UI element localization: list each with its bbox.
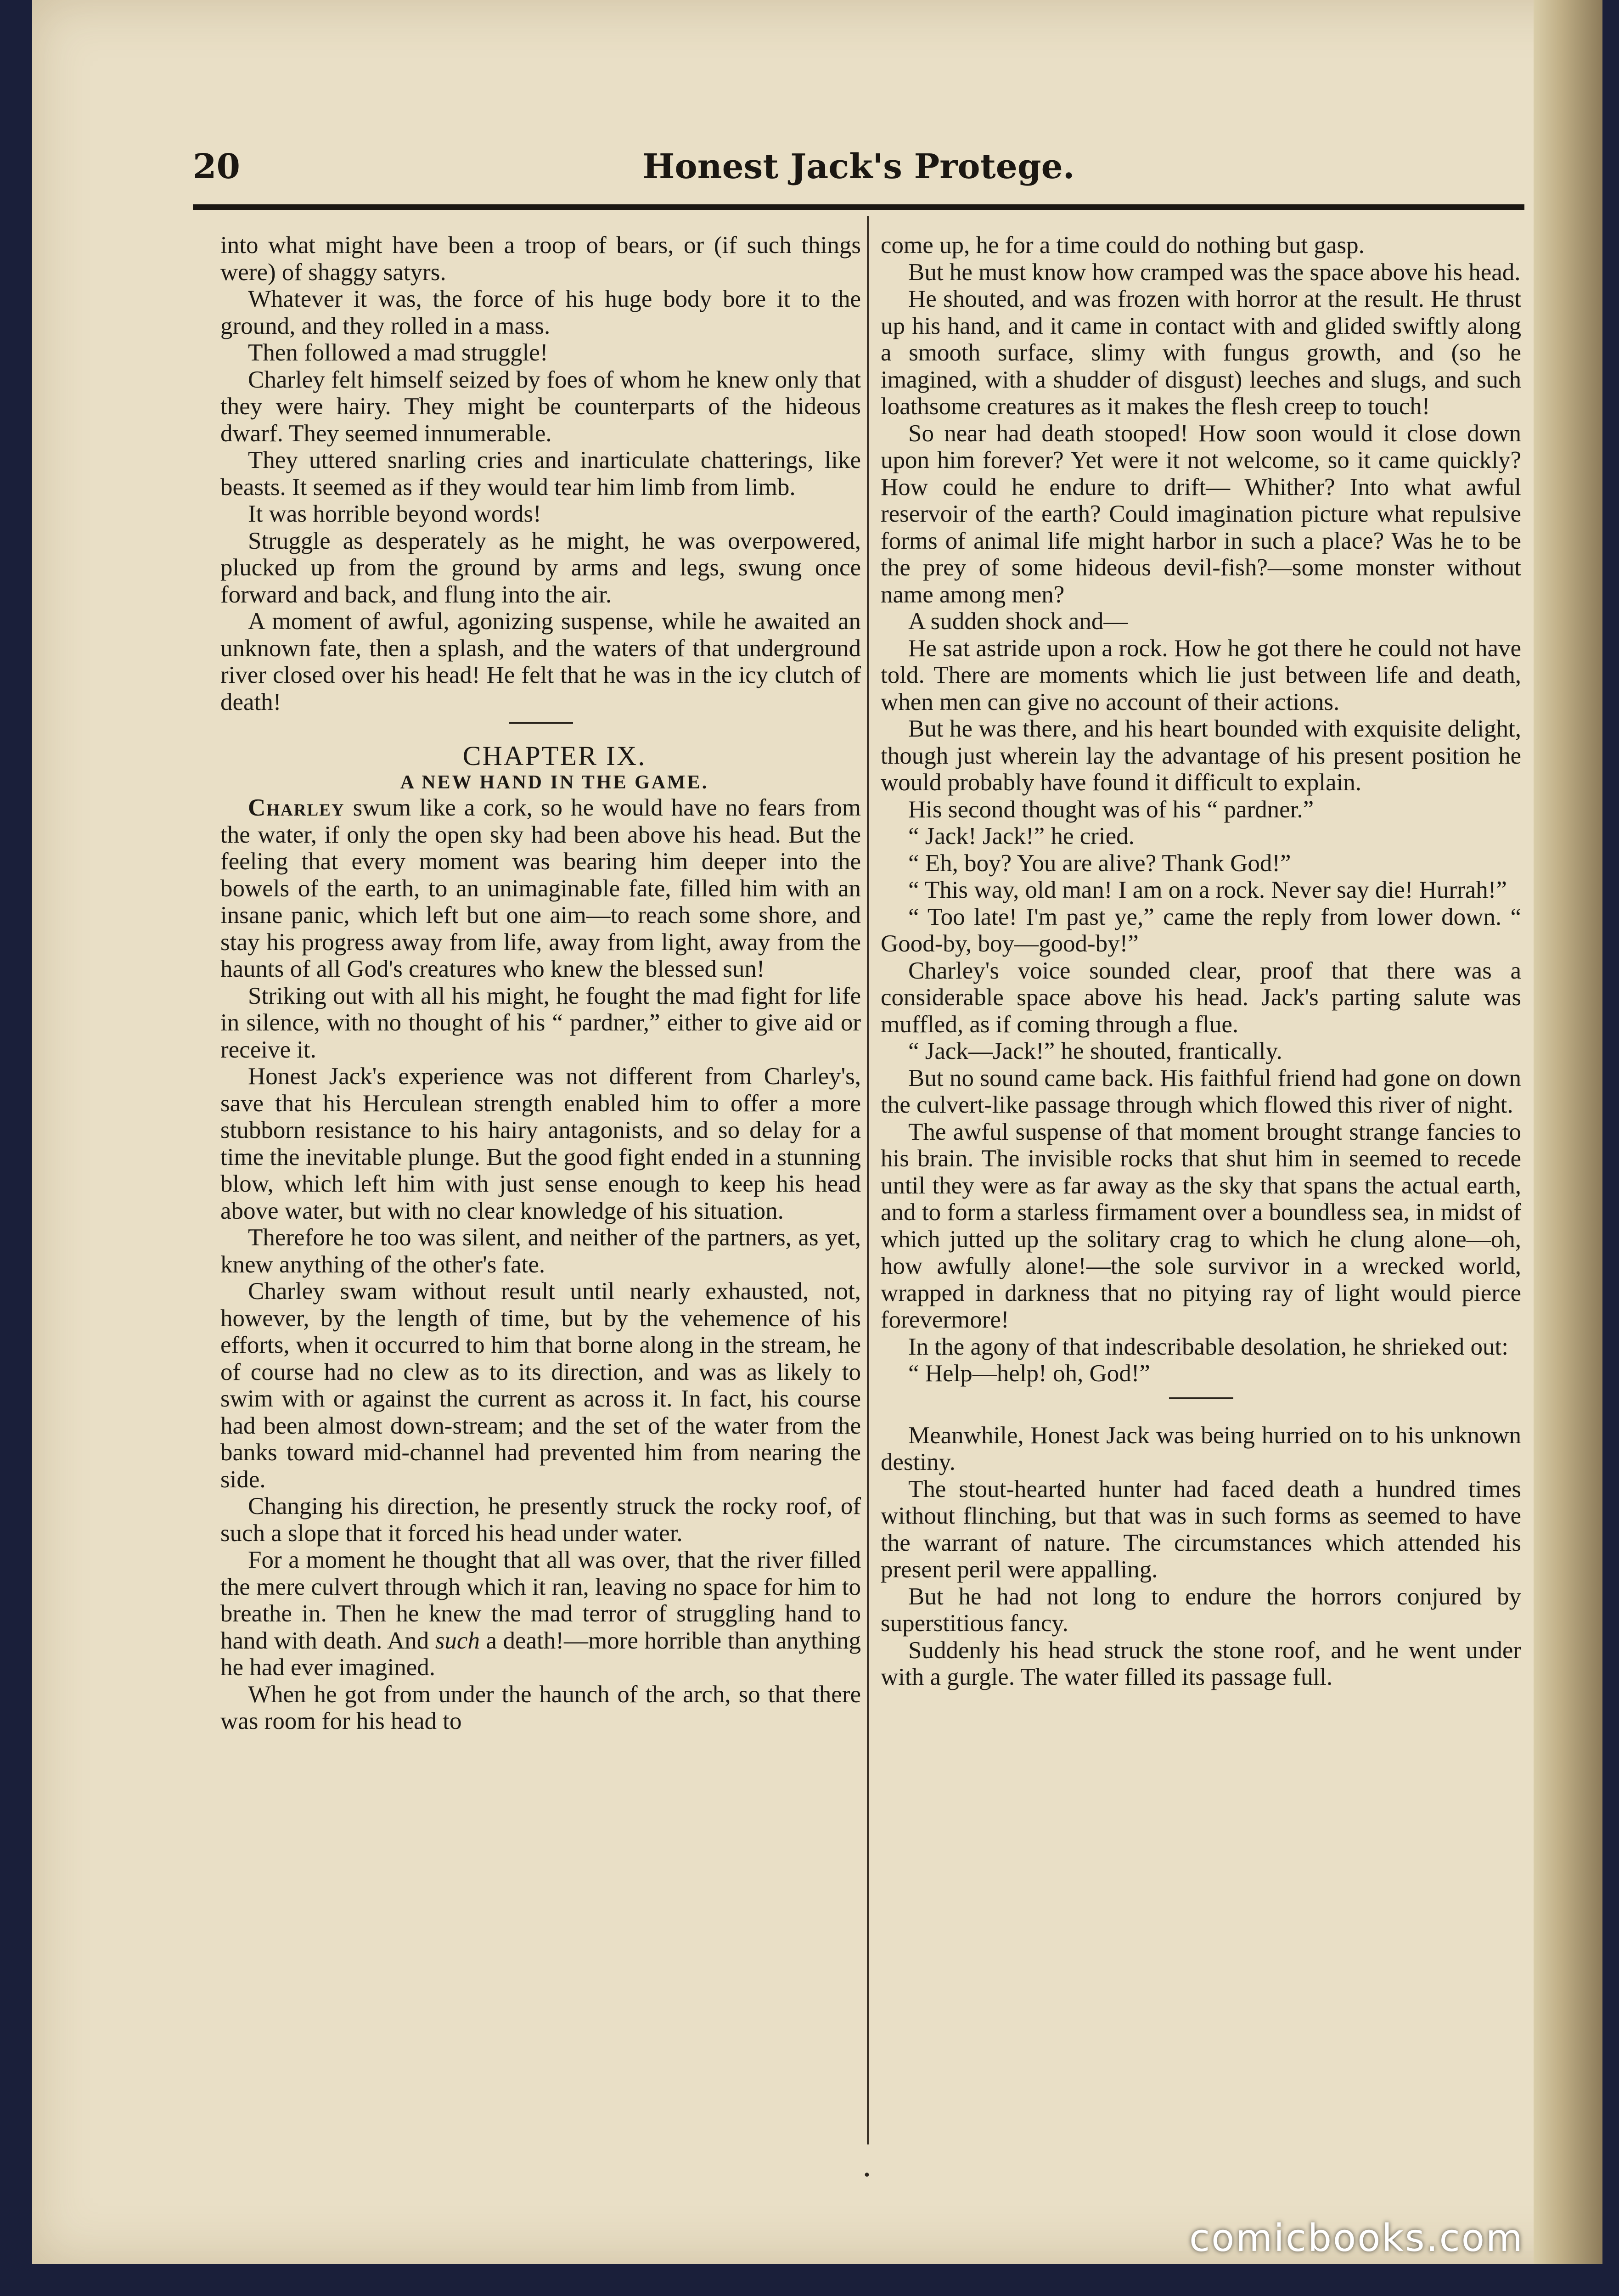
book-gutter bbox=[1534, 0, 1602, 2264]
paragraph: Therefore he too was silent, and neither of the partners, as yet, knew anything of the other's fate. bbox=[220, 1224, 861, 1278]
paragraph: “ Help—help! oh, God!” bbox=[908, 1360, 1150, 1387]
header-rule bbox=[193, 204, 1524, 210]
right-column bbox=[881, 232, 1521, 2161]
left-column bbox=[220, 232, 861, 2161]
paragraph: It was horrible beyond words! bbox=[248, 501, 541, 527]
bottom-dot-ornament: • bbox=[863, 2167, 871, 2183]
paragraph: “ Too late! I'm past ye,” came the reply from lower down. “ Good-by, boy—good-by!” bbox=[881, 903, 1521, 957]
paragraph: into what might have been a troop of bears, or (if such things were) of shaggy satyrs. bbox=[220, 232, 861, 286]
paragraph: But he had not long to endure the horrors conjured by superstitious fancy. bbox=[881, 1583, 1521, 1637]
running-head bbox=[193, 147, 1524, 202]
paragraph: The stout-hearted hunter had faced death a hundred times without flinching, but that was in such forms as seemed to have the warrant of nature. The circumstances which attended his present peril were appalling. bbox=[881, 1475, 1521, 1583]
paragraph: When he got from under the haunch of the arch, so that there was room for his head to bbox=[220, 1681, 861, 1734]
paragraph: Charley felt himself seized by foes of whom he knew only that they were hairy. They might be counterparts of the hideous dwarf. They seemed innumerable. bbox=[220, 366, 861, 447]
paragraph: But he was there, and his heart bounded with exquisite delight, though just wherein lay the advantage of his present position he would probably have found it difficult to explain. bbox=[881, 715, 1521, 796]
paragraph: Suddenly his head struck the stone roof, and he went under with a gurgle. The water filled its passage full. bbox=[881, 1637, 1521, 1690]
paragraph: Charley's voice sounded clear, proof that there was a considerable space above his head. Jack's parting salute was muffled, as if coming through a flue. bbox=[881, 957, 1521, 1038]
paragraph: “ Eh, boy? You are alive? Thank God!” bbox=[908, 850, 1291, 877]
paragraph: They uttered snarling cries and inarticulate chatterings, like beasts. It seemed as if they would tear him limb from limb. bbox=[220, 447, 861, 501]
paragraph-text: For a moment he thought that all was over, that the river filled the mere culvert through which it ran, leaving no space for him to breathe in. Then he knew the mad terror of struggling hand to hand with death. And bbox=[220, 1547, 861, 1654]
paragraph: Charley swam without result until nearly exhausted, not, however, by the length of time, but by the vehemence of his efforts, when it occurred to him that borne along in the stream, he of course had no clew as to its direction, and was as likely to swim with or against the current as across it. In fact, his course had been almost down-stream; and the set of the water from the banks toward mid-channel had prevented him from nearing the side. bbox=[220, 1278, 861, 1493]
paragraph: A moment of awful, agonizing suspense, while he awaited an unknown fate, then a splash, and the waters of that underground river closed over his head! He felt that he was in the icy clutch of death! bbox=[220, 608, 861, 715]
paragraph: But no sound came back. His faithful friend had gone on down the culvert-like passage through which flowed this river of night. bbox=[881, 1064, 1521, 1118]
page-number: 20 bbox=[193, 147, 240, 186]
running-title: Honest Jack's Protege. bbox=[642, 147, 1075, 186]
section-separator bbox=[1169, 1397, 1233, 1399]
chapter-title: CHAPTER IX. bbox=[462, 741, 646, 771]
paragraph: Meanwhile, Honest Jack was being hurried on to his unknown destiny. bbox=[881, 1422, 1521, 1475]
paragraph: come up, he for a time could do nothing but gasp. bbox=[881, 232, 1365, 259]
chapter-subtitle: A NEW HAND IN THE GAME. bbox=[400, 772, 709, 793]
paragraph: Striking out with all his might, he fought the mad fight for life in silence, with no thought of his “ pardner,” either to give aid or receive it. bbox=[220, 982, 861, 1063]
paragraph: “ This way, old man! I am on a rock. Never say die! Hurrah!” bbox=[908, 877, 1507, 903]
paragraph bbox=[220, 1547, 861, 1681]
paragraph: Changing his direction, he presently struck the rocky roof, of such a slope that it forced his head under water. bbox=[220, 1493, 861, 1547]
section-separator bbox=[509, 722, 573, 724]
paragraph: He sat astride upon a rock. How he got there he could not have told. There are moments which lie just between life and death, when men can give no account of their actions. bbox=[881, 635, 1521, 715]
paragraph: Then followed a mad struggle! bbox=[248, 339, 548, 366]
paragraph: Whatever it was, the force of his huge body bore it to the ground, and they rolled in a mass. bbox=[220, 286, 861, 339]
paragraph: Honest Jack's experience was not different from Charley's, save that his Herculean strength enabled him to offer a more stubborn resistance to his hairy antagonists, and so delay for a time the inevitable plunge. But the good fight ended in a stunning blow, which left him with just sense enough to keep his head above water, but with no clear knowledge of his situation. bbox=[220, 1063, 861, 1224]
paragraph: So near had death stooped! How soon would it close down upon him forever? Yet were it not welcome, so it came quickly? How could he endure to drift— Whither? Into what awful reservoir of the earth? Could imagination picture what repulsive forms of animal life might harbor in such a place? Was he to be the prey of some hideous devil-fish?—some monster without name among men? bbox=[881, 420, 1521, 608]
paragraph: In the agony of that indescribable desolation, he shrieked out: bbox=[908, 1333, 1508, 1360]
column-divider bbox=[867, 216, 869, 2144]
paragraph: Struggle as desperately as he might, he was overpowered, plucked up from the ground by arms and legs, swung once forward and back, and flung into the air. bbox=[220, 527, 861, 608]
emphasis: such bbox=[435, 1627, 480, 1654]
paragraph: “ Jack—Jack!” he shouted, frantically. bbox=[908, 1038, 1282, 1064]
paragraph-text: swum like a cork, so he would have no fears from the water, if only the open sky had been above his head. But the feeling that every moment was bearing him deeper into the bowels of the earth, to an unimaginable fate, filled him with an insane panic, which left but one aim—to reach some shore, and stay his progress away from life, away from light, away from the haunts of all God's creatures who knew the blessed sun! bbox=[220, 794, 861, 982]
paragraph: The awful suspense of that moment brought strange fancies to his brain. The invisible rocks that shut him in seemed to recede until they were as far away as the sky that spans the actual earth, and to form a starless firmament over a boundless sea, in midst of which jutted up the solitary crag to which he clung alone—oh, how awfully alone!—the sole survivor in a wrecked world, wrapped in darkness that no pitying ray of light would pierce forevermore! bbox=[881, 1118, 1521, 1333]
paragraph: But he must know how cramped was the space above his head. bbox=[908, 259, 1521, 286]
paragraph: His second thought was of his “ pardner.” bbox=[908, 796, 1314, 823]
paragraph bbox=[220, 794, 861, 983]
paragraph-text: a death!—more horrible than anything he had ever imagined. bbox=[220, 1627, 861, 1681]
paragraph: A sudden shock and— bbox=[908, 608, 1128, 635]
lead-word: Charley bbox=[248, 794, 345, 821]
watermark-logo: comicbooks.com bbox=[1189, 2217, 1524, 2260]
paragraph: “ Jack! Jack!” he cried. bbox=[908, 823, 1135, 850]
paragraph: He shouted, and was frozen with horror at the result. He thrust up his hand, and it came in contact with and glided swiftly along a smooth surface, slimy with fungus growth, and (so he imagined, with a shudder of disgust) leeches and slugs, and such loathsome creatures as it makes the flesh creep to touch! bbox=[881, 286, 1521, 420]
